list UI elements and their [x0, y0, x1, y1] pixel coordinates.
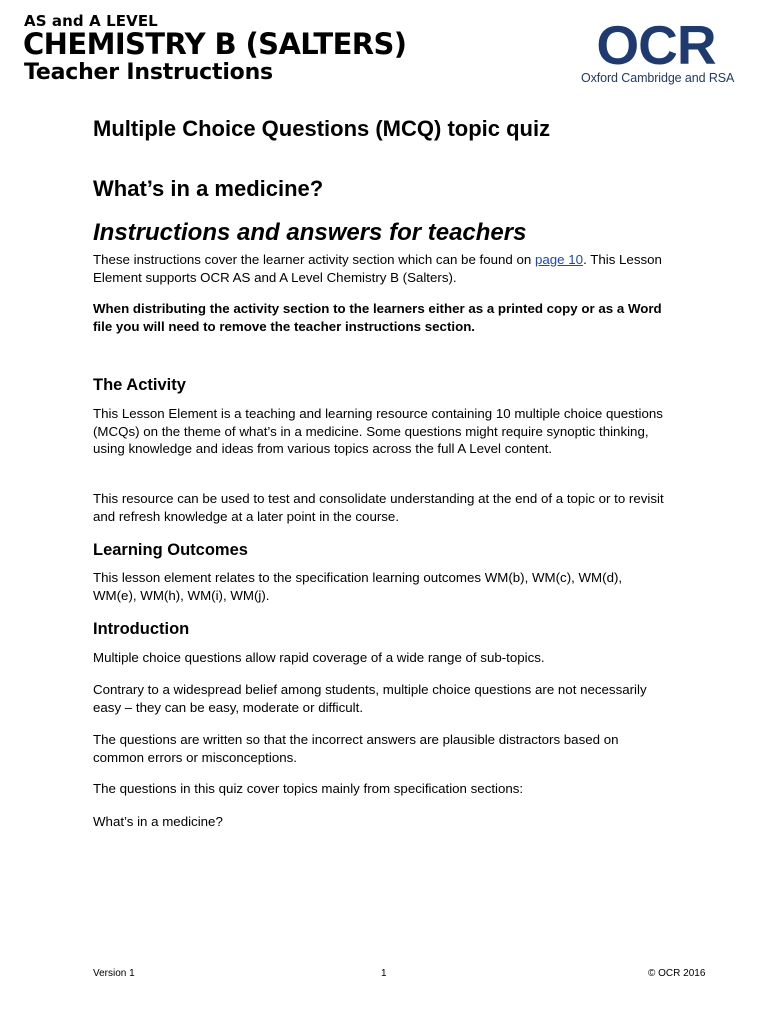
activity-heading: The Activity: [93, 376, 186, 394]
qualification-level: AS and A LEVEL: [24, 12, 158, 30]
page-10-link[interactable]: page 10: [535, 252, 584, 267]
distribution-warning: When distributing the activity section to the learners either as a printed copy or as a Word file you will need to remove the teacher instructions section.: [93, 301, 662, 334]
activity-paragraph: This resource can be used to test and consolidate understanding at the end of a topic or to revisit and refresh knowledge at a later point in the course.: [93, 491, 664, 524]
document-type: Teacher Instructions: [24, 60, 273, 85]
ocr-logo-text: OCR: [596, 18, 716, 70]
footer-copyright: © OCR 2016: [648, 968, 706, 979]
intro-text-after-link: . This Lesson Element supports OCR AS and A Level Chemistry B (Salters).: [93, 252, 662, 285]
ocr-logo-tagline: Oxford Cambridge and RSA: [581, 71, 735, 85]
introduction-paragraph: Contrary to a widespread belief among students, multiple choice questions are not necessarily easy – they can be easy, moderate or difficult.: [93, 682, 647, 715]
introduction-heading: Introduction: [93, 620, 190, 638]
introduction-paragraph: The questions are written so that the incorrect answers are plausible distractors based on common errors or misconceptions.: [93, 732, 619, 765]
footer-version: Version 1: [93, 968, 135, 979]
intro-paragraph: [93, 251, 668, 286]
introduction-paragraph: Multiple choice questions allow rapid coverage of a wide range of sub-topics.: [93, 650, 545, 665]
page-header: [0, 0, 768, 100]
subject-title: CHEMISTRY B (SALTERS): [23, 27, 407, 61]
instructions-title: Instructions and answers for teachers: [93, 219, 527, 246]
ocr-logo: [572, 18, 740, 88]
intro-text-before-link: These instructions cover the learner activity section which can be found on: [93, 252, 535, 267]
activity-paragraph: This Lesson Element is a teaching and learning resource containing 10 multiple choice questions (MCQs) on the theme of what’s in a medicine. Some questions might require synoptic thinking, using knowledge and ideas from various topics across the full A Level content.: [93, 406, 663, 457]
introduction-paragraph: What’s in a medicine?: [93, 814, 223, 829]
learning-outcomes-paragraph: This lesson element relates to the specification learning outcomes WM(b), WM(c), WM(d), WM(e), WM(h), WM(i), WM(j).: [93, 570, 623, 603]
ocr-logo-mark: [572, 18, 740, 70]
learning-outcomes-heading: Learning Outcomes: [93, 541, 248, 559]
document-title: Multiple Choice Questions (MCQ) topic quiz: [93, 116, 551, 141]
introduction-paragraph: The questions in this quiz cover topics mainly from specification sections:: [93, 781, 524, 796]
topic-title: What’s in a medicine?: [93, 176, 324, 201]
footer-page-number: 1: [381, 968, 387, 979]
